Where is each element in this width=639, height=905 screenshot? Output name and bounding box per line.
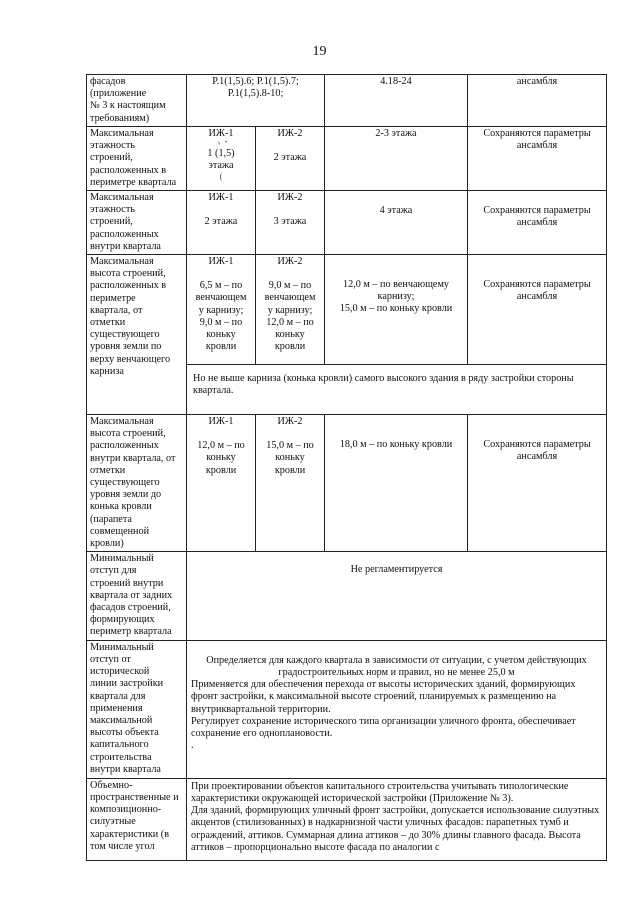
paragraph: . [191, 740, 194, 752]
zone-label: ИЖ-1 [208, 416, 234, 428]
paragraph: Применяется для обеспечения перехода от высоты исторических зданий, формирующих фронт застройки, к максимальной высоте строений, планируемых к размещению на внутриквартальной территории. [191, 679, 576, 715]
zone-label: ИЖ-1 [208, 192, 234, 204]
table-row-height-inside [87, 415, 607, 552]
zone-izh1-cell [187, 127, 256, 191]
zone-value: 12,0 м – по коньку кровли [197, 440, 245, 476]
paragraph: При проектировании объектов капитального строительства учитывать типологические характеристики окружающей исторической застройки (Приложение № 3). [191, 780, 569, 804]
result-cell: ансамбля [468, 75, 607, 127]
page-number: 19 [312, 44, 327, 59]
zone-value: 1 (1,5) этажа [207, 148, 235, 172]
general-value: 2-3 этажа [325, 127, 468, 191]
zone-label: ИЖ-1 [208, 256, 234, 268]
height-note: Но не выше карниза (конька кровли) самого высокого здания в ряду застройки стороны квартала. [187, 365, 607, 415]
row-label: Максимальная этажность строений, расположенных внутри квартала [87, 191, 187, 255]
row-label: Объемно- пространственные и композиционно- силуэтные характеристики (в том числе угол [87, 778, 187, 860]
paragraph: Регулирует сохранение исторического типа организации уличного фронта, обеспечивает сохранение его одноплановости. [191, 715, 576, 739]
pen-mark: ヽ ᐩ [214, 139, 228, 149]
general-value: 12,0 м – по венчающему карнизу; 15,0 м – по коньку кровли [325, 255, 468, 365]
zone-label: ИЖ-2 [277, 192, 303, 204]
zone-value: 2 этажа [204, 216, 238, 228]
zone-value: 3 этажа [273, 216, 307, 228]
regulations-table [86, 74, 607, 861]
zone-izh2-cell [256, 127, 325, 191]
setback-line-text [187, 640, 607, 778]
result-cell: Сохраняются параметры ансамбля [468, 191, 607, 255]
zone-izh1-cell [187, 415, 256, 552]
zone-label: ИЖ-2 [277, 128, 303, 139]
general-value: 4 этажа [325, 191, 468, 255]
table-row-facades [87, 75, 607, 127]
row-label: Минимальный отступ от исторической линии застройки квартала для применения максимальной высоты объекта капитального строительства внутри квартала [87, 640, 187, 778]
zone-value: 6,5 м – по венчающем у карнизу; 9,0 м – по коньку кровли [195, 280, 247, 353]
result-cell: Сохраняются параметры ансамбля [468, 255, 607, 365]
zone-izh2-cell [256, 415, 325, 552]
result-cell: Сохраняются параметры ансамбля [468, 127, 607, 191]
facade-codes: Р.1(1,5).6; Р.1(1,5).7; Р.1(1,5).8-10; [187, 75, 325, 127]
row-label: Минимальный отступ для строений внутри квартала от задних фасадов строений, формирующих периметр квартала [87, 552, 187, 640]
zone-izh1-cell [187, 255, 256, 365]
result-cell: Сохраняются параметры ансамбля [468, 415, 607, 552]
setback-rear-value: Не регламентируется [187, 552, 607, 640]
general-value: 18,0 м – по коньку кровли [325, 415, 468, 552]
volumetric-text [187, 778, 607, 860]
zone-value: 2 этажа [273, 152, 307, 164]
zone-value: 9,0 м – по венчающем у карнизу; 12,0 м – по коньку кровли [264, 280, 316, 353]
table-row-setback-line [87, 640, 607, 778]
zone-label: ИЖ-2 [277, 416, 303, 428]
zone-izh2-cell [256, 255, 325, 365]
zone-value: 15,0 м – по коньку кровли [266, 440, 314, 476]
row-label: Максимальная высота строений, расположенных в периметре квартала, от отметки существующего уровня земли по верху венчающего карниза [87, 255, 187, 415]
row-label: Максимальная этажность строений, расположенных в периметре квартала [87, 127, 187, 191]
table-row-volumetric [87, 778, 607, 860]
table-row-setback-rear [87, 552, 607, 640]
table-row-height-perimeter [87, 255, 607, 365]
facade-pages: 4.18-24 [325, 75, 468, 127]
paragraph: Для зданий, формирующих уличный фронт застройки, допускается использование силуэтных акцентов (стилизованных) в надкарнизной части уличных фасадов: парапетных тумб и ограждений, аттиков. Суммарная длина аттиков – до 30% длины главного фасада. Высота аттиков – пропорционально высоте фасада по аналогии с [191, 805, 600, 853]
pen-mark: ( [219, 171, 223, 181]
paragraph: Определяется для каждого квартала в зависимости от ситуации, с учетом действующих градостроительных норм и правил, но не менее 25,0 м [206, 654, 587, 678]
zone-izh1-cell [187, 191, 256, 255]
row-label: Максимальная высота строений, расположенных внутри квартала, от отметки существующего уровня земли до конька кровли (парапета совмещенной кровли) [87, 415, 187, 552]
table-row-floors-inside [87, 191, 607, 255]
zone-izh2-cell [256, 191, 325, 255]
table-row-floors-perimeter [87, 127, 607, 191]
zone-label: ИЖ-1 [208, 128, 234, 139]
zone-label: ИЖ-2 [277, 256, 303, 268]
row-label: фасадов (приложение № 3 к настоящим требованиям) [87, 75, 187, 127]
